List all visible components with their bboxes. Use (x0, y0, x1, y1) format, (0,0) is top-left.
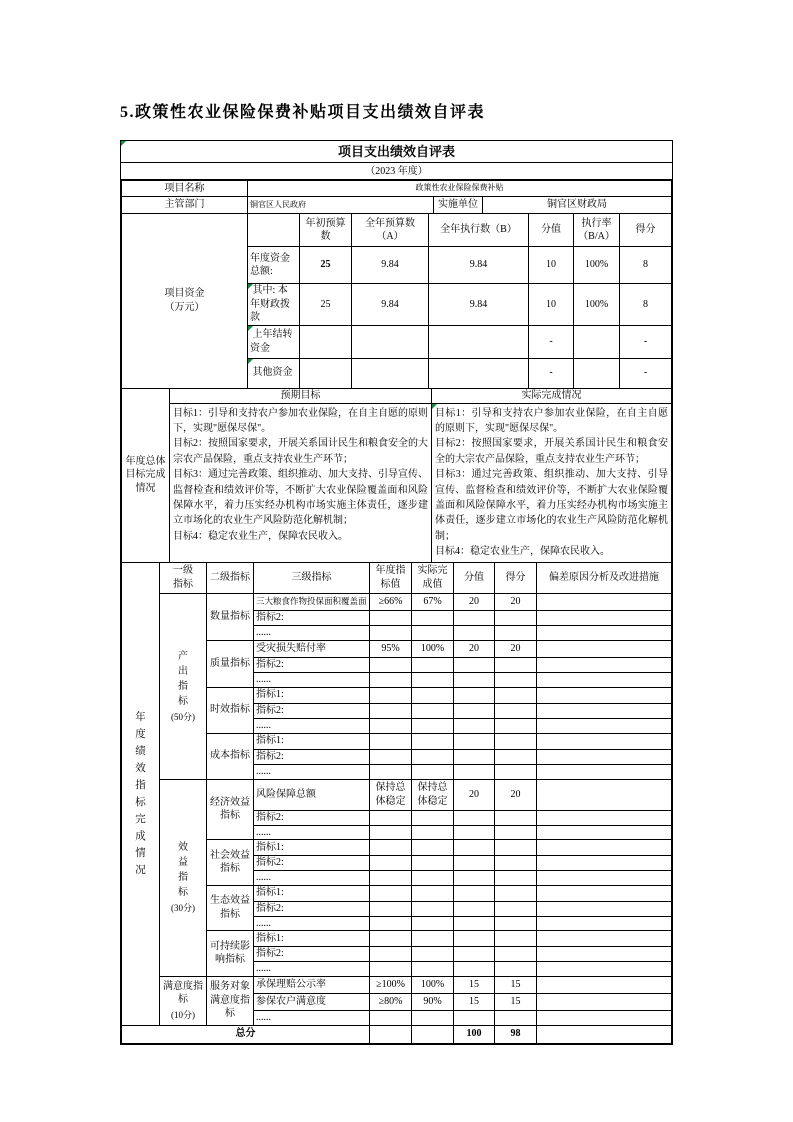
goal-line: 目标3：通过完善政策、组织推动、加大支持、引导宣传、监督检查和绩效评价等，不断扩大农业保险覆盖面和风险保障水平，着力压实经办机构市场实施主体责任，逐步建立市场化的农业生产风险防范化解机制； (435, 469, 668, 542)
expected-goals-header: 预期目标 (170, 388, 432, 403)
deviation-cell (537, 657, 672, 672)
score-cell (454, 1010, 495, 1025)
indicator-row (122, 593, 672, 610)
header-got: 得分 (495, 562, 537, 593)
score-cell (454, 625, 495, 640)
actual-cell (412, 871, 454, 886)
annual-cell (370, 931, 412, 947)
t3-cell: ...... (254, 1010, 370, 1025)
got-cell (495, 856, 537, 871)
got-cell (495, 749, 537, 764)
actual-cell (412, 962, 454, 977)
deviation-cell (537, 901, 672, 916)
actual-cell: 67% (412, 593, 454, 610)
annual-cell (370, 962, 412, 977)
funding-cell: - (620, 325, 672, 358)
annual-cell: ≥80% (370, 993, 412, 1010)
header-level1: 一级指标 (160, 562, 207, 593)
comment-marker-icon (248, 359, 253, 364)
funding-cell (300, 358, 352, 388)
header-level3: 三级指标 (254, 562, 370, 593)
actual-cell (412, 947, 454, 962)
deviation-cell (537, 871, 672, 886)
t3-cell: 指标1: (254, 733, 370, 749)
funding-header-got: 得分 (620, 214, 672, 247)
actual-cell (412, 749, 454, 764)
annual-cell (370, 871, 412, 886)
goals-section-label: 年度总体目标完成情况 (122, 388, 170, 562)
t3-cell: ...... (254, 916, 370, 931)
deviation-cell (537, 610, 672, 625)
goal-line: 目标2：按照国家要求，开展关系国计民生和粮食安全的大宗农产品保险，重点支持农业生产环节； (435, 438, 668, 465)
actual-cell (412, 901, 454, 916)
funding-cell: 8 (620, 284, 672, 326)
score-cell (454, 657, 495, 672)
got-cell (495, 947, 537, 962)
t3-cell: 风险保障总额 (254, 779, 370, 810)
impl-label: 实施单位 (434, 197, 483, 214)
actual-cell: 100% (412, 640, 454, 657)
annual-cell (370, 947, 412, 962)
dept-label: 主管部门 (122, 197, 248, 214)
goals-content-row (122, 403, 672, 562)
deviation-cell (537, 962, 672, 977)
actual-cell (412, 885, 454, 901)
project-name-value: 政策性农业保险保费补贴 (248, 181, 672, 197)
indicator-row (122, 976, 672, 993)
level2-ecological: 生态效益指标 (207, 885, 254, 931)
got-cell (495, 764, 537, 779)
score-cell (454, 871, 495, 886)
funding-header-annual-budget: 全年预算数（A） (352, 214, 429, 247)
funding-header-initial-budget: 年初预算数 (300, 214, 352, 247)
deviation-cell (537, 993, 672, 1010)
actual-cell (412, 1010, 454, 1025)
funding-row-label: 上年结转资金 (248, 325, 300, 358)
t3-cell: 指标2: (254, 657, 370, 672)
actual-cell: 90% (412, 993, 454, 1010)
funding-cell: 10 (529, 247, 574, 284)
annual-cell (370, 764, 412, 779)
got-cell: 20 (495, 779, 537, 810)
level2-sustainability: 可持续影响指标 (207, 931, 254, 977)
funding-cell (429, 325, 529, 358)
actual-cell (412, 810, 454, 825)
deviation-cell (537, 764, 672, 779)
score-cell (454, 840, 495, 856)
empty-cell (370, 1025, 412, 1043)
got-cell (495, 610, 537, 625)
t3-cell: ...... (254, 962, 370, 977)
got-cell (495, 703, 537, 718)
got-cell (495, 672, 537, 687)
total-row (122, 1025, 672, 1043)
level2-social: 社会效益指标 (207, 840, 254, 886)
annual-cell (370, 657, 412, 672)
annual-cell: 保持总体稳定 (370, 779, 412, 810)
comment-marker-icon (248, 284, 253, 289)
funding-cell (429, 358, 529, 388)
actual-cell (412, 718, 454, 733)
score-cell: 15 (454, 976, 495, 993)
got-cell: 20 (495, 640, 537, 657)
annual-cell: ≥100% (370, 976, 412, 993)
got-cell (495, 625, 537, 640)
funding-cell: - (529, 358, 574, 388)
got-cell (495, 871, 537, 886)
header-deviation: 偏差原因分析及改进措施 (537, 562, 672, 593)
level1-benefit: 效益指标 (30分) (160, 779, 207, 976)
score-cell (454, 672, 495, 687)
year-line: （2023 年度） (121, 163, 672, 180)
goal-line: 目标2：按照国家要求，开展关系国计民生和粮食安全的大宗农产品保险，重点支持农业生产环节； (173, 438, 428, 465)
funding-header-score: 分值 (529, 214, 574, 247)
goals-table (121, 388, 672, 563)
score-cell (454, 901, 495, 916)
comment-marker-icon (121, 141, 126, 146)
goal-line: 目标4：稳定农业生产，保障农民收入。 (435, 546, 610, 558)
annual-cell (370, 687, 412, 703)
funding-cell: 25 (300, 284, 352, 326)
indicator-row (122, 779, 672, 810)
actual-cell (412, 856, 454, 871)
score-cell: 20 (454, 640, 495, 657)
actual-cell (412, 840, 454, 856)
funding-cell: 9.84 (352, 284, 429, 326)
annual-cell (370, 749, 412, 764)
annual-cell (370, 703, 412, 718)
deviation-cell (537, 916, 672, 931)
deviation-cell (537, 625, 672, 640)
goal-line: 目标3：通过完善政策、组织推动、加大支持、引导宣传、监督检查和绩效评价等，不断扩大农业保险覆盖面和风险保障水平，着力压实经办机构市场实施主体责任，逐步建立市场化的农业生产风险防范化解机制； (173, 469, 428, 527)
header-score: 分值 (454, 562, 495, 593)
level1-satisfaction: 满意度指标 (10分) (160, 976, 207, 1025)
score-cell (454, 733, 495, 749)
score-cell (454, 687, 495, 703)
deviation-cell (537, 825, 672, 840)
deviation-cell (537, 779, 672, 810)
actual-cell (412, 610, 454, 625)
got-cell: 20 (495, 593, 537, 610)
deviation-cell (537, 733, 672, 749)
deviation-cell (537, 687, 672, 703)
funding-cell (300, 325, 352, 358)
actual-cell (412, 916, 454, 931)
deviation-cell (537, 593, 672, 610)
funding-cell (352, 358, 429, 388)
actual-cell (412, 733, 454, 749)
got-cell (495, 810, 537, 825)
t3-cell: 受灾损失赔付率 (254, 640, 370, 657)
score-cell (454, 885, 495, 901)
got-cell (495, 733, 537, 749)
t3-cell: 指标2: (254, 947, 370, 962)
actual-cell: 100% (412, 976, 454, 993)
empty-cell (248, 214, 300, 247)
funding-cell (574, 358, 620, 388)
score-cell (454, 916, 495, 931)
empty-cell (537, 1025, 672, 1043)
score-cell (454, 610, 495, 625)
deviation-cell (537, 840, 672, 856)
score-cell (454, 825, 495, 840)
got-cell: 15 (495, 993, 537, 1010)
goal-line: 目标1：引导和支持农户参加农业保险，在自主自愿的原则下，实现"愿保尽保"。 (173, 407, 428, 434)
got-cell (495, 825, 537, 840)
deviation-cell (537, 947, 672, 962)
header-level2: 二级指标 (207, 562, 254, 593)
score-cell (454, 962, 495, 977)
annual-cell (370, 1010, 412, 1025)
deviation-cell (537, 640, 672, 657)
got-cell (495, 885, 537, 901)
funding-cell: 8 (620, 247, 672, 284)
comment-marker-icon (248, 326, 253, 331)
got-cell (495, 931, 537, 947)
table-title (121, 141, 672, 163)
annual-cell (370, 718, 412, 733)
deviation-cell (537, 885, 672, 901)
t3-cell: 指标2: (254, 749, 370, 764)
level2-quantity: 数量指标 (207, 593, 254, 640)
funding-row-label: 其中: 本年财政拨款 (248, 284, 300, 326)
self-eval-table (120, 140, 673, 1045)
funding-header-exec-rate: 执行率（B/A） (574, 214, 620, 247)
goals-header-row (122, 388, 672, 403)
annual-cell: 95% (370, 640, 412, 657)
dept-row (122, 197, 672, 214)
t3-cell: ...... (254, 825, 370, 840)
level2-quality: 质量指标 (207, 640, 254, 687)
indicators-header-row (122, 562, 672, 593)
funding-cell (574, 325, 620, 358)
total-got: 98 (495, 1025, 537, 1043)
t3-cell: 指标2: (254, 610, 370, 625)
annual-cell (370, 885, 412, 901)
level2-economic: 经济效益指标 (207, 779, 254, 840)
actual-cell (412, 625, 454, 640)
t3-cell: 指标2: (254, 856, 370, 871)
t3-cell: 指标1: (254, 840, 370, 856)
t3-cell: ...... (254, 672, 370, 687)
funding-cell: 25 (300, 247, 352, 284)
funding-row-label: 其他资金 (248, 358, 300, 388)
deviation-cell (537, 931, 672, 947)
got-cell (495, 657, 537, 672)
t3-cell: 参保农户满意度 (254, 993, 370, 1010)
header-actual-value: 实际完成值 (412, 562, 454, 593)
score-cell (454, 931, 495, 947)
t3-cell: ...... (254, 764, 370, 779)
t3-cell: 承保理赔公示率 (254, 976, 370, 993)
t3-cell: 指标1: (254, 885, 370, 901)
got-cell (495, 962, 537, 977)
deviation-cell (537, 1010, 672, 1025)
level1-output: 产出指标 (50分) (160, 593, 207, 779)
deviation-cell (537, 749, 672, 764)
indicators-table (121, 562, 672, 1044)
annual-cell (370, 901, 412, 916)
funding-cell: 100% (574, 284, 620, 326)
got-cell (495, 840, 537, 856)
deviation-cell (537, 703, 672, 718)
annual-cell (370, 672, 412, 687)
indicators-section-label: 年度绩效指标完成情况 (122, 562, 160, 1025)
funding-header-row (122, 214, 672, 247)
total-score: 100 (454, 1025, 495, 1043)
score-cell (454, 947, 495, 962)
actual-goals-cell (432, 403, 672, 562)
got-cell (495, 901, 537, 916)
score-cell (454, 749, 495, 764)
actual-cell (412, 825, 454, 840)
annual-cell (370, 625, 412, 640)
annual-cell (370, 825, 412, 840)
dept-value: 铜官区人民政府 (248, 197, 434, 214)
deviation-cell (537, 856, 672, 871)
score-cell: 15 (454, 993, 495, 1010)
t3-cell: 三大粮食作物投保面积覆盖面 (254, 593, 370, 610)
info-table (121, 180, 672, 214)
actual-cell (412, 672, 454, 687)
header-annual-value: 年度指标值 (370, 562, 412, 593)
t3-cell: 指标1: (254, 687, 370, 703)
table-title-text: 项目支出绩效自评表 (337, 144, 455, 159)
annual-cell (370, 840, 412, 856)
annual-cell (370, 610, 412, 625)
score-cell: 20 (454, 779, 495, 810)
got-cell: 15 (495, 976, 537, 993)
annual-cell (370, 856, 412, 871)
comment-marker-icon (432, 404, 437, 409)
page-title: 5.政策性农业保险保费补贴项目支出绩效自评表 (120, 104, 486, 121)
actual-goals-header: 实际完成情况 (432, 388, 672, 403)
actual-cell (412, 703, 454, 718)
actual-cell (412, 687, 454, 703)
impl-value: 铜官区财政局 (483, 197, 672, 214)
funding-table (121, 213, 672, 389)
actual-cell (412, 764, 454, 779)
annual-cell (370, 810, 412, 825)
score-cell (454, 718, 495, 733)
project-name-row (122, 181, 672, 197)
got-cell (495, 916, 537, 931)
funding-row-label: 年度资金总额: (248, 247, 300, 284)
actual-cell: 保持总体稳定 (412, 779, 454, 810)
actual-cell (412, 931, 454, 947)
level2-timeliness: 时效指标 (207, 687, 254, 733)
t3-cell: 指标1: (254, 931, 370, 947)
funding-cell: - (529, 325, 574, 358)
funding-cell: - (620, 358, 672, 388)
level2-service: 服务对象满意度指标 (207, 976, 254, 1025)
funding-cell: 10 (529, 284, 574, 326)
expected-goals-cell (170, 403, 432, 562)
t3-cell: 指标2: (254, 810, 370, 825)
deviation-cell (537, 976, 672, 993)
score-cell (454, 764, 495, 779)
score-cell: 20 (454, 593, 495, 610)
t3-cell: ...... (254, 718, 370, 733)
funding-section-label: 项目资金（万元） (122, 214, 248, 389)
funding-header-annual-exec: 全年执行数（B） (429, 214, 529, 247)
actual-cell (412, 657, 454, 672)
funding-cell: 100% (574, 247, 620, 284)
funding-cell (352, 325, 429, 358)
level2-cost: 成本指标 (207, 733, 254, 779)
empty-cell (412, 1025, 454, 1043)
score-cell (454, 703, 495, 718)
t3-cell: 指标2: (254, 703, 370, 718)
got-cell (495, 1010, 537, 1025)
project-name-label: 项目名称 (122, 181, 248, 197)
funding-cell: 9.84 (352, 247, 429, 284)
t3-cell: 指标2: (254, 901, 370, 916)
got-cell (495, 687, 537, 703)
goal-line: 目标1：引导和支持农户参加农业保险，在自主自愿的原则下，实现"愿保尽保"。 (435, 407, 668, 434)
goal-line: 目标4：稳定农业生产，保障农民收入。 (173, 530, 348, 542)
deviation-cell (537, 810, 672, 825)
deviation-cell (537, 718, 672, 733)
got-cell (495, 718, 537, 733)
total-label: 总分 (122, 1025, 370, 1043)
funding-cell: 9.84 (429, 284, 529, 326)
funding-cell: 9.84 (429, 247, 529, 284)
t3-cell: ...... (254, 625, 370, 640)
score-cell (454, 810, 495, 825)
deviation-cell (537, 672, 672, 687)
t3-cell: ...... (254, 871, 370, 886)
annual-cell: ≥66% (370, 593, 412, 610)
score-cell (454, 856, 495, 871)
annual-cell (370, 733, 412, 749)
annual-cell (370, 916, 412, 931)
